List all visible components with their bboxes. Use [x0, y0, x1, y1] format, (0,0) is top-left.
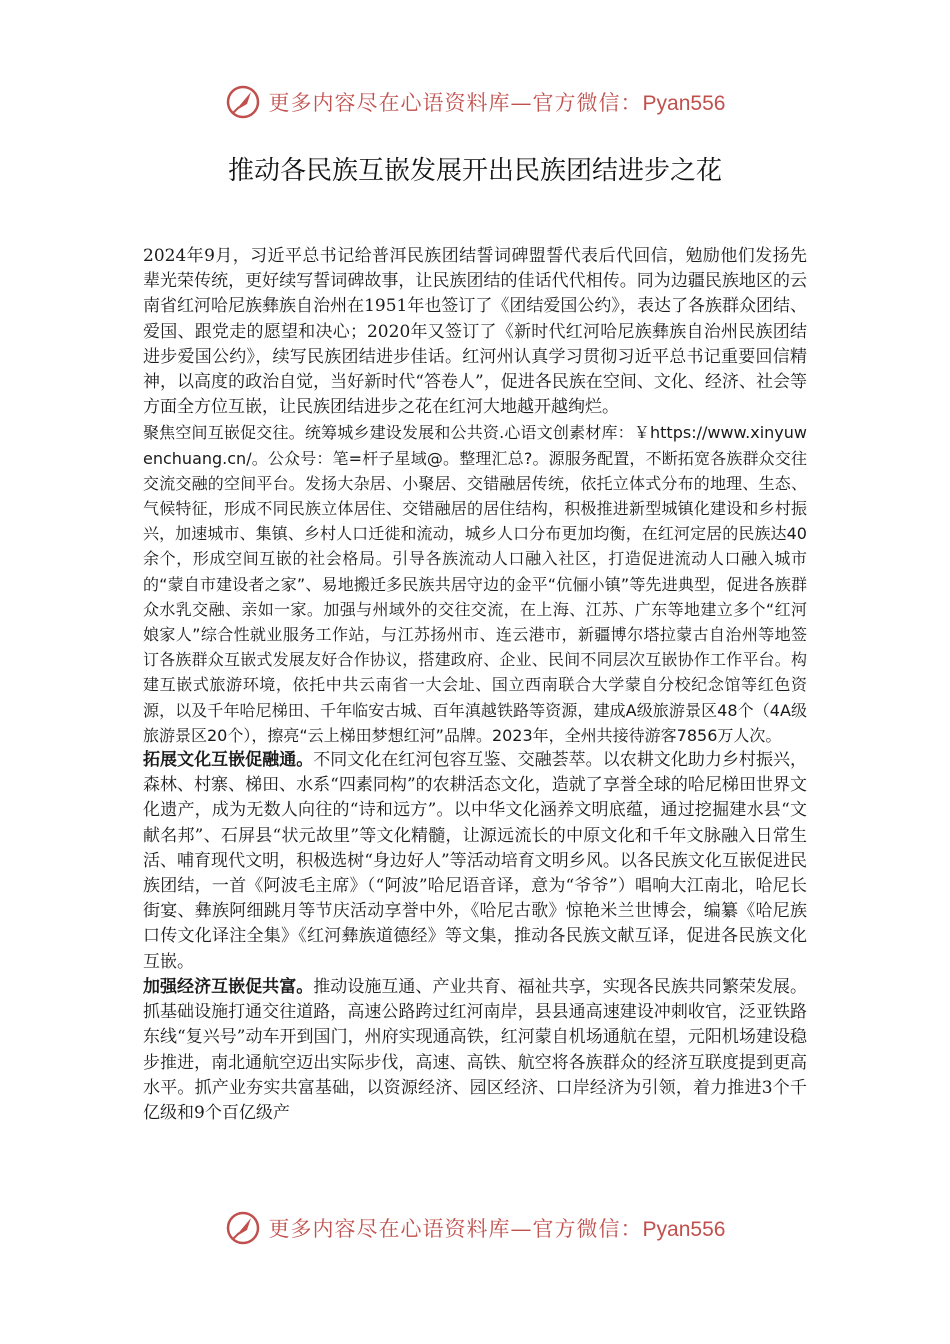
paragraph-1: [143, 244, 807, 420]
document-title: 推动各民族互嵌发展开出民族团结进步之花: [227, 156, 722, 186]
watermark-text: [269, 87, 726, 117]
watermark-footer: [0, 1208, 950, 1248]
watermark-header: [0, 82, 950, 122]
watermark-text: [269, 1213, 726, 1243]
paragraph-4-text: 推动设施互通、产业共育、福祉共享，实现各民族共同繁荣发展。抓基础设施打通交往道路，高速公路跨过红河南岸，县县通高速建设冲刺收官，泛亚铁路东线“复兴号”动车开到国门，州府实现通高铁，红河蒙自机场通航在望，元阳机场建设稳步推进，南北通航空迈出实际步伐，高速、高铁、航空将各族群众的经济互联度提到更高水平。抓产业夯实共富基础，以资源经济、园区经济、口岸经济为引领，着力推进3个千亿级和9个百亿级产: [143, 976, 808, 1123]
paragraph-2: [143, 420, 807, 748]
paragraph-3-text: 不同文化在红河包容互鉴、交融荟萃。以农耕文化助力乡村振兴，森林、村寨、梯田、水系“四素同构”的农耕活态文化，造就了享誉全球的哈尼梯田世界文化遗产，成为无数人向往的“诗和远方”。以中华文化涵养文明底蕴，通过挖掘建水县“文献名邦”、石屏县“状元故里”等文化精髓，让源远流长的中原文化和千年文脉融入日常生活、哺育现代文明，积极选树“身边好人”等活动培育文明乡风。以各民族文化互嵌促进民族团结，一首《阿波毛主席》（“阿波”哈尼语音译，意为“爷爷”）唱响大江南北，哈尼长街宴、彝族阿细跳月等节庆活动享誉中外，《哈尼古歌》惊艳米兰世博会，编纂《哈尼族口传文化译注全集》《红河彝族道德经》等文集，推动各民族文献互译，促进各民族文化互嵌。: [143, 750, 808, 972]
paragraph-3: [143, 748, 807, 975]
document-body: [143, 244, 807, 1126]
paragraph-4-lead: 加强经济互嵌促共富。: [143, 976, 314, 997]
paragraph-2-text: 聚焦空间互嵌促交往。统筹城乡建设发展和公共资.心语文创素材库：￥https://www.xinyuwenchuang.cn/。公众号：笔=杆子星域@。整理汇总?。源服务配置，不断拓宽各族群众交往交流交融的空间平台。发扬大杂居、小聚居、交错融居传统，依托立体式分布的地理、生态、气候特征，形成不同民族立体居住、交错融居的居住结构，积极推进新型城镇化建设和乡村振兴，加速城市、集镇、乡村人口迁徙和流动，城乡人口分布更加均衡，在红河定居的民族达40余个，形成空间互嵌的社会格局。引导各族流动人口融入社区，打造促进流动人口融入城市的“蒙自市建设者之家”、易地搬迁多民族共居守边的金平“伉俪小镇”等先进典型，促进各族群众水乳交融、亲如一家。加强与州域外的交往交流，在上海、江苏、广东等地建立多个“红河娘家人”综合性就业服务工作站，与江苏扬州市、连云港市，新疆博尔塔拉蒙古自治州等地签订各族群众互嵌式发展友好合作协议，搭建政府、企业、民间不同层次互嵌协作工作平台。构建互嵌式旅游环境，依托中共云南省一大会址、国立西南联合大学蒙自分校纪念馆等红色资源，以及千年哈尼梯田、千年临安古城、百年滇越铁路等资源，建成A级旅游景区48个（4A级旅游景区20个），擦亮“云上梯田梦想红河”品牌。2023年，全州共接待游客7856万人次。: [143, 423, 807, 745]
watermark-label: 更多内容尽在心语资料库—官方微信：: [268, 91, 643, 115]
paragraph-3-lead: 拓展文化互嵌促融通。: [143, 750, 314, 771]
watermark-id: Pyan556: [642, 1218, 726, 1241]
quill-logo-icon: [225, 1210, 261, 1246]
quill-logo-icon: [225, 84, 261, 120]
watermark-id: Pyan556: [642, 92, 726, 115]
watermark-label: 更多内容尽在心语资料库—官方微信：: [268, 1217, 643, 1241]
paragraph-1-text: 2024年9月，习近平总书记给普洱民族团结誓词碑盟誓代表后代回信，勉励他们发扬先辈光荣传统，更好续写誓词碑故事，让民族团结的佳话代代相传。同为边疆民族地区的云南省红河哈尼族彝族自治州在1951年也签订了《团结爱国公约》，表达了各族群众团结、爱国、跟党走的愿望和决心；2020年又签订了《新时代红河哈尼族彝族自治州民族团结进步爱国公约》，续写民族团结进步佳话。红河州认真学习贯彻习近平总书记重要回信精神，以高度的政治自觉，当好新时代“答卷人”，促进各民族在空间、文化、经济、社会等方面全方位互嵌，让民族团结进步之花在红河大地越开越绚烂。: [143, 246, 807, 418]
paragraph-4: [143, 975, 807, 1126]
